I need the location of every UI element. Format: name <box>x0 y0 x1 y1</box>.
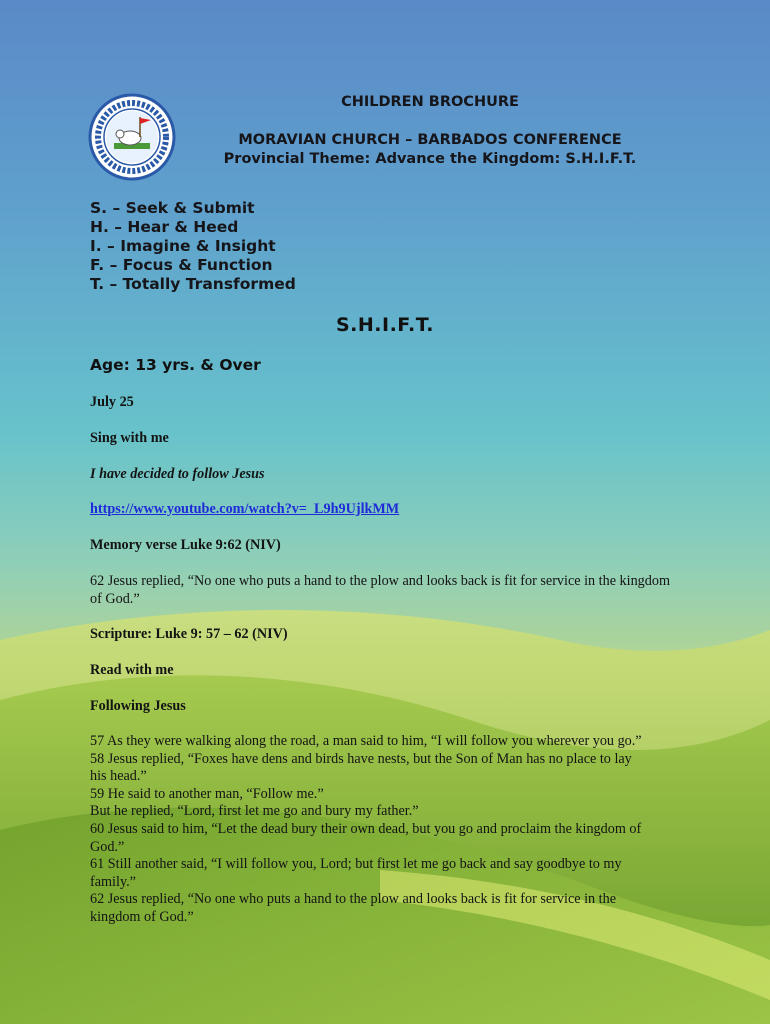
memory-verse-text: 62 Jesus replied, “No one who puts a hand to the plow and looks back is fit for service in the kingdom of God.” <box>90 573 670 607</box>
passage-line: 61 Still another said, “I will follow you, Lord; but first let me go back and say goodbye to my <box>90 856 622 873</box>
age-group: Age: 13 yrs. & Over <box>90 356 261 374</box>
passage-line: 62 Jesus replied, “No one who puts a hand to the plow and looks back is fit for service in the <box>90 891 617 908</box>
passage-title: Following Jesus <box>90 698 186 714</box>
section-title: S.H.I.F.T. <box>335 314 434 336</box>
memory-verse-heading: Memory verse Luke 9:62 (NIV) <box>90 537 281 553</box>
acrostic-item: H. – Hear & Heed <box>90 218 239 236</box>
church-name: MORAVIAN CHURCH – BARBADOS CONFERENCE <box>238 132 622 148</box>
lesson-date: July 25 <box>90 394 134 410</box>
read-heading: Read with me <box>90 662 174 678</box>
shift-acrostic <box>90 199 296 294</box>
passage-line: kingdom of God.” <box>90 908 194 925</box>
passage-line: 60 Jesus said to him, “Let the dead bury their own dead, but you go and proclaim the kingdom of <box>90 820 642 837</box>
sing-heading: Sing with me <box>90 430 169 446</box>
passage-line: family.” <box>90 873 136 890</box>
passage-line: 58 Jesus replied, “Foxes have dens and birds have nests, but the Son of Man has no place to lay <box>90 750 632 767</box>
passage-line: God.” <box>90 838 125 855</box>
acrostic-item: T. – Totally Transformed <box>90 275 296 293</box>
passage-line: 57 As they were walking along the road, a man said to him, “I will follow you wherever you go.” <box>90 733 642 749</box>
acrostic-item: S. – Seek & Submit <box>90 199 255 217</box>
acrostic-item: I. – Imagine & Insight <box>90 237 276 255</box>
passage-line: But he replied, “Lord, first let me go and bury my father.” <box>90 803 419 820</box>
scripture-passage <box>90 733 690 927</box>
passage-line: his head.” <box>90 768 147 785</box>
provincial-theme: Provincial Theme: Advance the Kingdom: S.H.I.F.T. <box>223 151 637 167</box>
scripture-heading: Scripture: Luke 9: 57 – 62 (NIV) <box>90 626 288 642</box>
song-title: I have decided to follow Jesus <box>90 466 265 482</box>
acrostic-item: F. – Focus & Function <box>90 256 273 274</box>
song-video-link[interactable]: https://www.youtube.com/watch?v=_L9h9UjlkMM <box>90 501 400 517</box>
brochure-title: CHILDREN BROCHURE <box>341 94 519 110</box>
passage-line: 59 He said to another man, “Follow me.” <box>90 785 324 802</box>
